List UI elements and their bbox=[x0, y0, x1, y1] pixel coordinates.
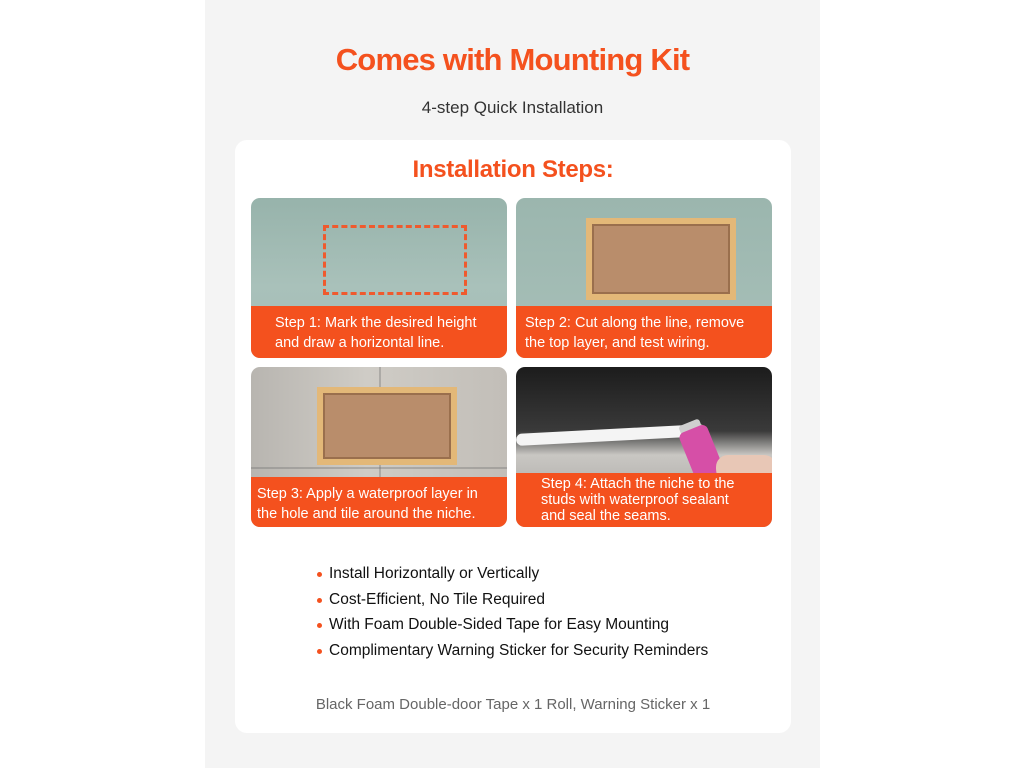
step-1-caption bbox=[251, 306, 507, 358]
step-4-caption-line: Step 4: Attach the niche to the bbox=[541, 476, 735, 492]
cut-opening bbox=[586, 218, 736, 300]
step-1-card bbox=[251, 198, 507, 358]
feature-text: With Foam Double-Sided Tape for Easy Mounting bbox=[329, 616, 670, 634]
feature-item bbox=[329, 564, 708, 590]
bullet-dot-icon bbox=[317, 598, 322, 603]
step-2-caption-line: the top layer, and test wiring. bbox=[525, 335, 710, 351]
step-3-card bbox=[251, 367, 507, 527]
feature-item bbox=[329, 641, 708, 667]
feature-text: Cost-Efficient, No Tile Required bbox=[329, 590, 545, 608]
step-4-caption-line: and seal the seams. bbox=[541, 508, 671, 524]
feature-item bbox=[329, 590, 708, 616]
sealant-bead bbox=[516, 424, 706, 446]
step-3-caption bbox=[251, 477, 507, 527]
feature-text: Complimentary Warning Sticker for Security Reminders bbox=[329, 641, 709, 659]
feature-item bbox=[329, 615, 708, 641]
feature-text: Install Horizontally or Vertically bbox=[329, 565, 540, 582]
installation-card bbox=[235, 140, 791, 733]
kit-contents: Black Foam Double-door Tape x 1 Roll, Warning Sticker x 1 bbox=[315, 696, 711, 713]
page-title: Comes with Mounting Kit bbox=[335, 42, 690, 77]
step-2-caption-line: Step 2: Cut along the line, remove bbox=[525, 315, 745, 331]
step-4-caption bbox=[516, 473, 772, 527]
step-2-card bbox=[516, 198, 772, 358]
step-3-caption-line: Step 3: Apply a waterproof layer in bbox=[257, 486, 478, 502]
bullet-dot-icon bbox=[317, 649, 322, 654]
installation-title: Installation Steps: bbox=[412, 156, 614, 183]
step-3-caption-line: the hole and tile around the niche. bbox=[257, 506, 476, 522]
step-1-caption-line: Step 1: Mark the desired height bbox=[275, 315, 477, 331]
bullet-dot-icon bbox=[317, 572, 322, 577]
step-2-caption bbox=[516, 306, 772, 358]
dashed-outline bbox=[323, 225, 467, 295]
content-panel bbox=[205, 0, 820, 768]
step-4-card bbox=[516, 367, 772, 527]
bullet-dot-icon bbox=[317, 623, 322, 628]
step-4-caption-line: studs with waterproof sealant bbox=[541, 492, 729, 508]
page-subtitle: 4-step Quick Installation bbox=[421, 98, 604, 117]
tiled-niche bbox=[317, 387, 457, 465]
feature-list bbox=[329, 564, 708, 666]
step-1-caption-line: and draw a horizontal line. bbox=[275, 335, 445, 351]
